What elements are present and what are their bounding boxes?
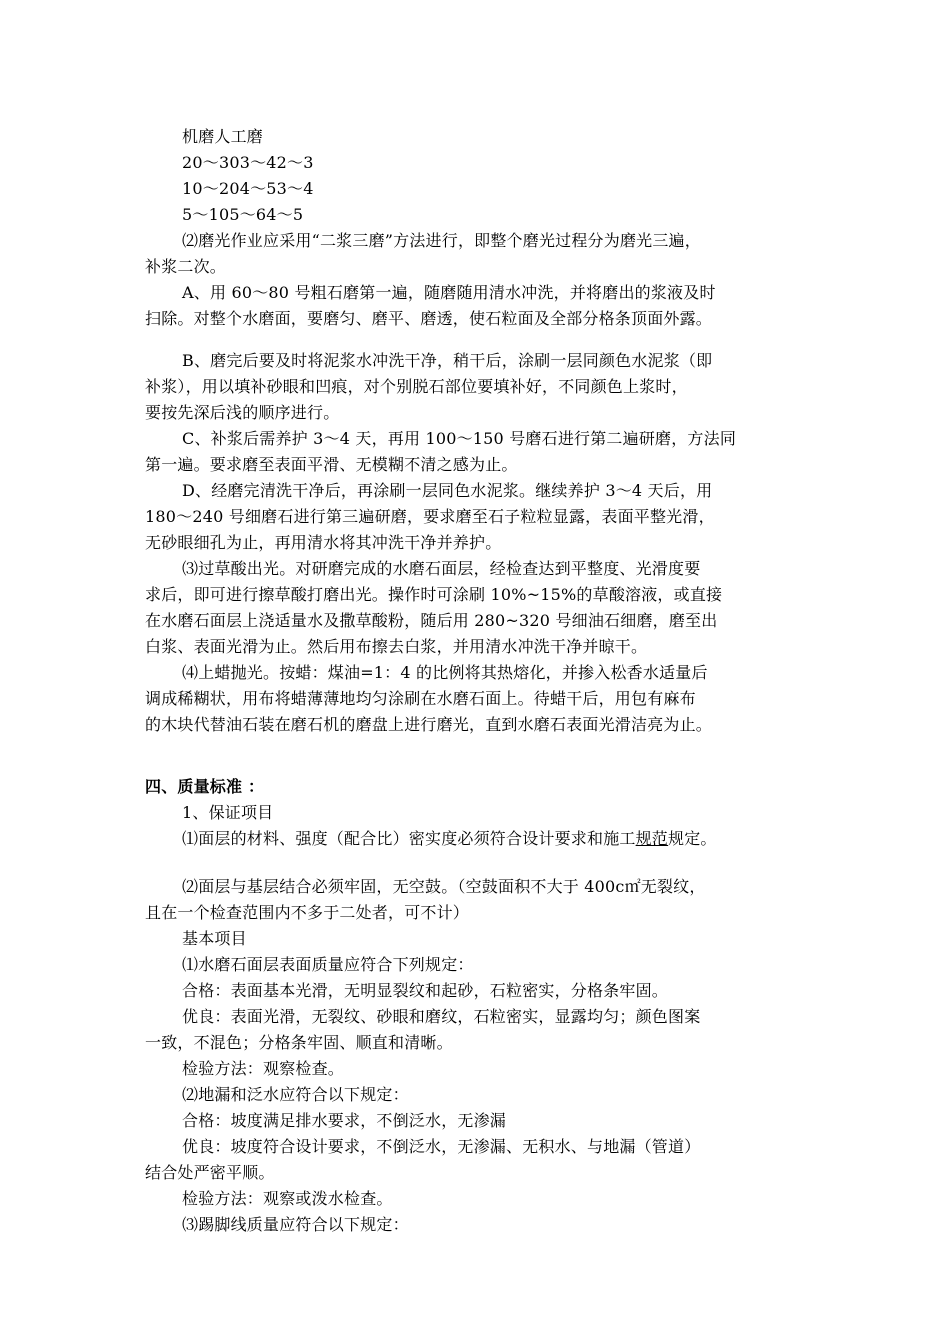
- text-run: 规定。: [668, 829, 717, 848]
- paragraph-line: 无砂眼细孔为止，再用清水将其冲洗干净并养护。: [145, 533, 502, 552]
- paragraph-line: 一致，不混色；分格条牢固、顺直和清晰。: [145, 1033, 453, 1052]
- paragraph-line: ⑵地漏和泛水应符合以下规定：: [182, 1085, 409, 1104]
- subsection-title: 1、保证项目: [182, 803, 274, 822]
- text-run: ⑴面层的材料、强度（配合比）密实度必须符合设计要求和施工: [182, 829, 636, 848]
- paragraph-line: 180～240 号细磨石进行第三遍研磨，要求磨至石子粒粒显露，表面平整光滑，: [145, 507, 715, 526]
- paragraph-line: 结合处严密平顺。: [145, 1163, 275, 1182]
- paragraph-line: 第一遍。要求磨至表面平滑、无模糊不清之感为止。: [145, 455, 518, 474]
- paragraph-line: 的木块代替油石装在磨石机的磨盘上进行磨光，直到水磨石表面光滑洁亮为止。: [145, 715, 713, 734]
- paragraph-line: 求后，即可进行擦草酸打磨出光。操作时可涂刷 10%~15%的草酸溶液，或直接: [145, 585, 723, 604]
- paragraph-line: 优良：坡度符合设计要求，不倒泛水，无渗漏、无积水、与地漏（管道）: [182, 1137, 701, 1156]
- paragraph-line: ⑵磨光作业应采用“二浆三磨”方法进行，即整个磨光过程分为磨光三遍，: [182, 231, 701, 250]
- paragraph-line: 调成稀糊状，用布将蜡薄薄地均匀涂刷在水磨石面上。待蜡干后，用包有麻布: [145, 689, 696, 708]
- paragraph-line: ⑵面层与基层结合必须牢固，无空鼓。（空鼓面积不大于 400c㎡无裂纹，: [182, 877, 706, 896]
- paragraph-line: 合格：坡度满足排水要求，不倒泛水，无渗漏: [182, 1111, 507, 1130]
- subsection-title: 基本项目: [182, 929, 247, 948]
- document-body-middle: [145, 348, 810, 738]
- paragraph-line: 补浆二次。: [145, 257, 227, 276]
- paragraph-line: 补浆），用以填补砂眼和凹痕，对个别脱石部位要填补好，不同颜色上浆时，: [145, 377, 688, 396]
- paragraph-line: 且在一个检查范围内不多于二处者，可不计）: [145, 903, 470, 922]
- paragraph-line: B、磨完后要及时将泥浆水冲洗干净，稍干后，涂刷一层同颜色水泥浆（即: [182, 351, 713, 370]
- table-row: 机磨人工磨: [182, 127, 264, 146]
- paragraph-line: ⑴水磨石面层表面质量应符合下列规定：: [182, 955, 474, 974]
- paragraph-line: A、用 60～80 号粗石磨第一遍，随磨随用清水冲洗，并将磨出的浆液及时: [182, 283, 716, 302]
- paragraph-line: 扫除。对整个水磨面，要磨匀、磨平、磨透，使石粒面及全部分格条顶面外露。: [145, 309, 713, 328]
- document-body-top: [145, 124, 810, 332]
- table-row: 10～204～53～4: [182, 179, 314, 198]
- paragraph-line: [145, 826, 810, 852]
- paragraph-line: 合格：表面基本光滑，无明显裂纹和起砂，石粒密实，分格条牢固。: [182, 981, 669, 1000]
- table-row: 20～303～42～3: [182, 153, 314, 172]
- document-body-quality: [145, 774, 810, 852]
- paragraph-line: 检验方法：观察或泼水检查。: [182, 1189, 393, 1208]
- paragraph-line: 白浆、表面光滑为止。然后用布擦去白浆，并用清水冲洗干净并晾干。: [145, 637, 648, 656]
- paragraph-line: D、经磨完清洗干净后，再涂刷一层同色水泥浆。继续养护 3～4 天后，用: [182, 481, 713, 500]
- paragraph-line: ⑷上蜡抛光。按蜡：煤油=1：4 的比例将其热熔化，并掺入松香水适量后: [182, 663, 708, 682]
- underlined-term: 规范: [635, 829, 669, 848]
- paragraph-line: 优良：表面光滑，无裂纹、砂眼和磨纹，石粒密实，显露均匀；颜色图案: [182, 1007, 701, 1026]
- document-body-quality-continued: [145, 874, 810, 1238]
- paragraph-line: ⑶踢脚线质量应符合以下规定：: [182, 1215, 409, 1234]
- section-heading: 四、质量标准 ：: [145, 777, 265, 796]
- paragraph-line: C、补浆后需养护 3～4 天，再用 100～150 号磨石进行第二遍研磨，方法同: [182, 429, 737, 448]
- paragraph-line: 检验方法：观察检查。: [182, 1059, 345, 1078]
- table-row: 5～105～64～5: [182, 205, 304, 224]
- paragraph-line: 要按先深后浅的顺序进行。: [145, 403, 340, 422]
- paragraph-line: ⑶过草酸出光。对研磨完成的水磨石面层，经检查达到平整度、光滑度要: [182, 559, 701, 578]
- paragraph-line: 在水磨石面层上浇适量水及撒草酸粉，随后用 280~320 号细油石细磨，磨至出: [145, 611, 718, 630]
